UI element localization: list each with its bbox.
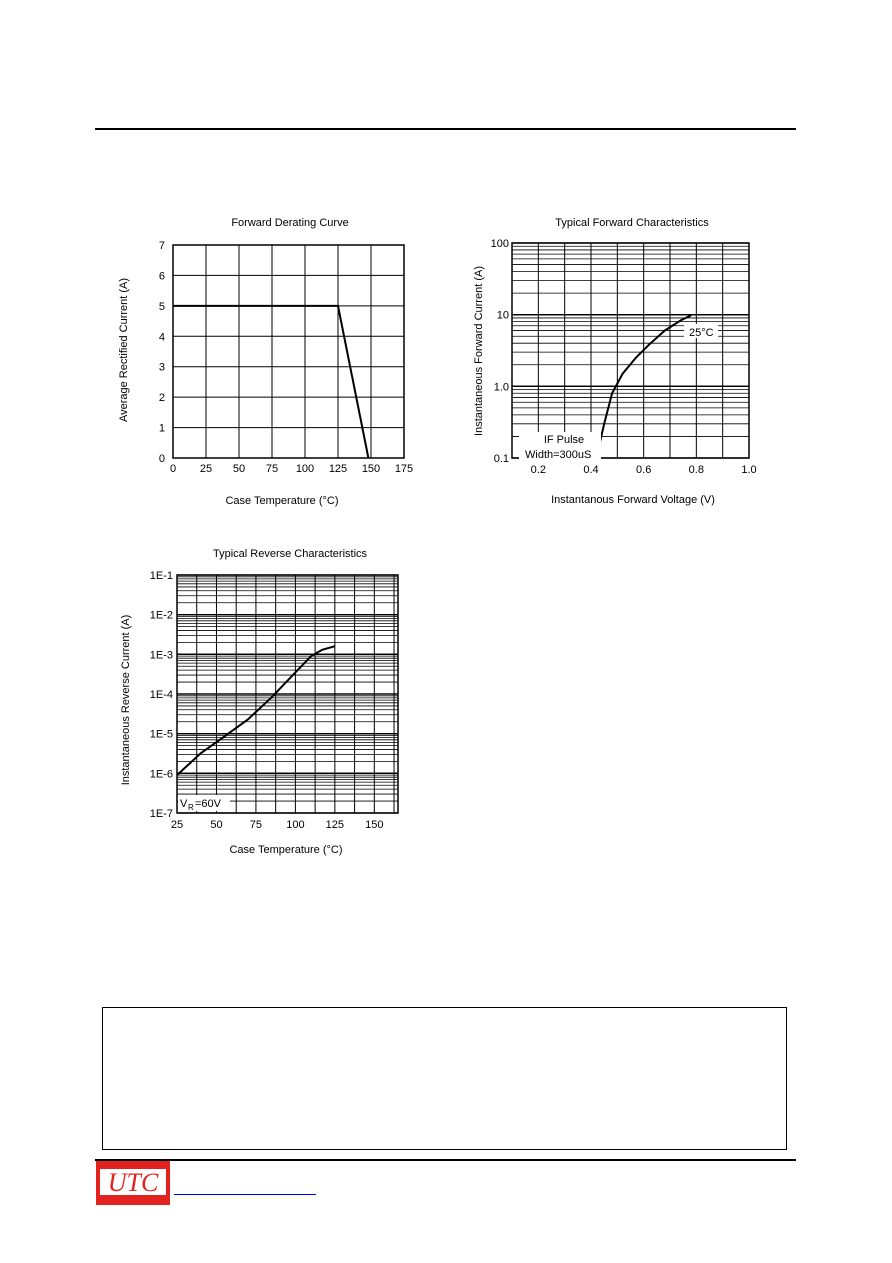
- plot-frame: [512, 243, 749, 458]
- x-tick-label: 25: [170, 819, 184, 831]
- x-tick-label: 0: [169, 463, 177, 475]
- reverse-characteristics-chart: [110, 540, 420, 860]
- y-tick-label: 3: [158, 361, 165, 374]
- x-tick-label: 150: [365, 819, 384, 831]
- footer-rule: [95, 1159, 796, 1161]
- x-tick-label: 50: [210, 819, 223, 831]
- x-tick-label: 0.8: [688, 464, 704, 476]
- chart-title: Typical Forward Characteristics: [555, 217, 709, 229]
- x-tick-label: 100: [295, 463, 315, 475]
- plot-frame: [173, 245, 404, 458]
- y-tick-label: 100: [490, 238, 509, 250]
- notice-box: [102, 1007, 787, 1150]
- y-tick-label: 4: [158, 331, 165, 344]
- utc-logo: [96, 1161, 170, 1205]
- vr-annotation-value: =60V: [195, 798, 221, 810]
- x-tick-label: 0.2: [530, 464, 546, 476]
- x-axis-label: Instantanous Forward Voltage (V): [551, 494, 715, 506]
- vr-annotation-main: V: [180, 798, 188, 810]
- x-tick-label: 150: [361, 463, 381, 475]
- chart-title: Forward Derating Curve: [231, 217, 349, 229]
- y-tick-label: 0.1: [493, 453, 509, 465]
- y-tick-label: 10: [496, 309, 509, 322]
- y-tick-label: 0: [158, 453, 165, 465]
- pulse-width-annotation: Width=300uS: [525, 449, 592, 461]
- x-tick-label: 125: [328, 463, 348, 475]
- x-tick-label: 100: [286, 819, 305, 831]
- x-tick-label: 1.0: [741, 464, 757, 476]
- y-tick-label: 1E-4: [149, 689, 173, 701]
- temperature-annotation: 25°C: [689, 327, 714, 339]
- x-tick-label: 0.4: [583, 464, 599, 476]
- y-tick-label: 1: [158, 422, 165, 435]
- x-tick-label: 0.6: [636, 464, 652, 476]
- x-tick-label: 175: [394, 463, 414, 475]
- y-tick-label: 1E-3: [149, 649, 173, 662]
- series-line: [173, 306, 368, 458]
- chart-title: Typical Reverse Characteristics: [212, 548, 368, 560]
- y-axis-label: Instantaneous Reverse Current (A): [120, 614, 132, 786]
- header-rule: [95, 128, 796, 130]
- x-axis-label: Case Temperature (°C): [225, 495, 339, 507]
- forward-characteristics-chart: [462, 210, 772, 515]
- y-tick-label: 6: [158, 270, 165, 283]
- x-axis-label: Case Temperature (°C): [229, 844, 343, 856]
- y-tick-label: 1E-6: [149, 768, 173, 781]
- y-tick-label: 1E-2: [149, 609, 173, 622]
- x-tick-label: 75: [249, 819, 263, 831]
- y-tick-label: 1E-5: [149, 728, 173, 741]
- y-tick-label: 1E-1: [149, 570, 173, 582]
- x-tick-label: 75: [265, 463, 279, 475]
- y-tick-label: 5: [158, 300, 165, 313]
- utc-logo-text: UTC: [107, 1168, 159, 1197]
- vr-annotation-sub: R: [188, 803, 194, 812]
- y-axis-label: Instantaneous Forward Current (A): [473, 266, 485, 436]
- footer-link[interactable]: [174, 1193, 316, 1195]
- y-axis-label: Average Rectified Current (A): [118, 277, 130, 423]
- y-tick-label: 1E-7: [149, 808, 173, 820]
- y-tick-label: 1.0: [493, 381, 509, 394]
- x-tick-label: 25: [199, 463, 213, 475]
- y-tick-label: 2: [158, 392, 165, 405]
- x-tick-label: 125: [325, 819, 345, 831]
- forward-derating-chart: [110, 210, 430, 515]
- pulse-annotation: IF Pulse: [543, 434, 585, 446]
- x-tick-label: 50: [232, 463, 246, 475]
- y-tick-label: 7: [158, 240, 165, 252]
